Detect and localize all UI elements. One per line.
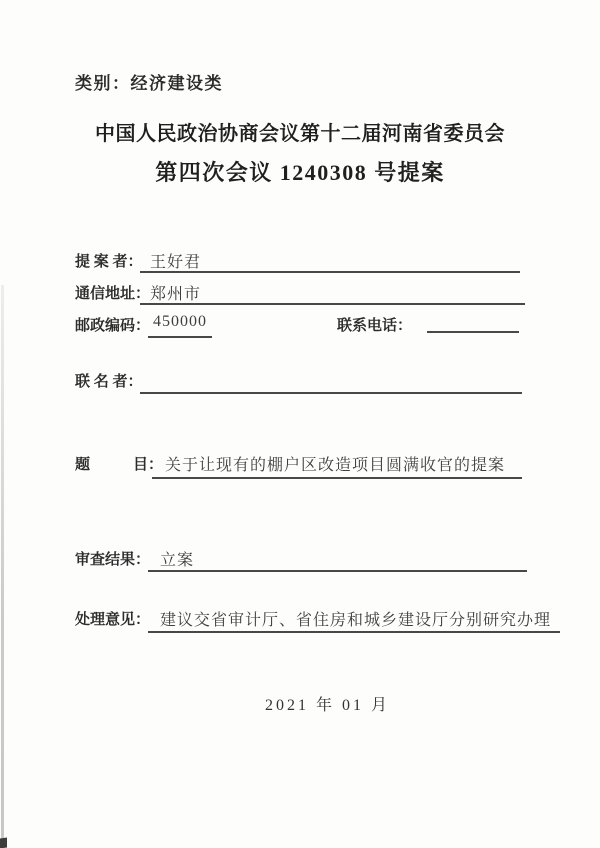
- proposer-underline: [140, 271, 520, 273]
- subject-underline: [152, 477, 522, 479]
- phone-underline: [427, 331, 519, 333]
- review-result-underline: [148, 570, 527, 572]
- subject-value: 关于让现有的棚户区改造项目圆满收官的提案: [165, 457, 506, 474]
- subject-label-char2: 目：: [133, 457, 164, 473]
- postcode-underline: [148, 336, 212, 338]
- cosigners-underline: [140, 392, 522, 394]
- proposer-label: 提 案 者：: [75, 254, 143, 270]
- handling-opinion-label: 处理意见：: [75, 612, 151, 628]
- document-title-line2: 第四次会议 1240308 号提案: [155, 160, 445, 185]
- category-line: 类别：经济建设类: [75, 74, 223, 93]
- postcode-label: 邮政编码：: [75, 318, 151, 334]
- handling-opinion-underline: [148, 631, 560, 633]
- proposer-value: 王好君: [150, 254, 202, 271]
- address-value: 郑州市: [150, 286, 202, 303]
- phone-label: 联系电话：: [337, 318, 413, 334]
- review-result-value: 立案: [160, 552, 195, 569]
- postcode-value: 450000: [153, 313, 207, 330]
- handling-opinion-value: 建议交省审计厅、省住房和城乡建设厅分别研究办理: [160, 612, 552, 629]
- document-title-line1: 中国人民政治协商会议第十二届河南省委员会: [95, 123, 505, 145]
- address-underline: [140, 303, 525, 305]
- subject-label-char1: 题: [75, 457, 91, 473]
- scan-corner-mark: [0, 838, 7, 848]
- review-result-label: 审查结果：: [75, 552, 151, 568]
- document-date: 2021 年 01 月: [264, 697, 390, 714]
- cosigners-label: 联 名 者：: [75, 374, 143, 390]
- address-label: 通信地址：: [75, 286, 151, 302]
- scan-edge-shadow: [1, 285, 4, 840]
